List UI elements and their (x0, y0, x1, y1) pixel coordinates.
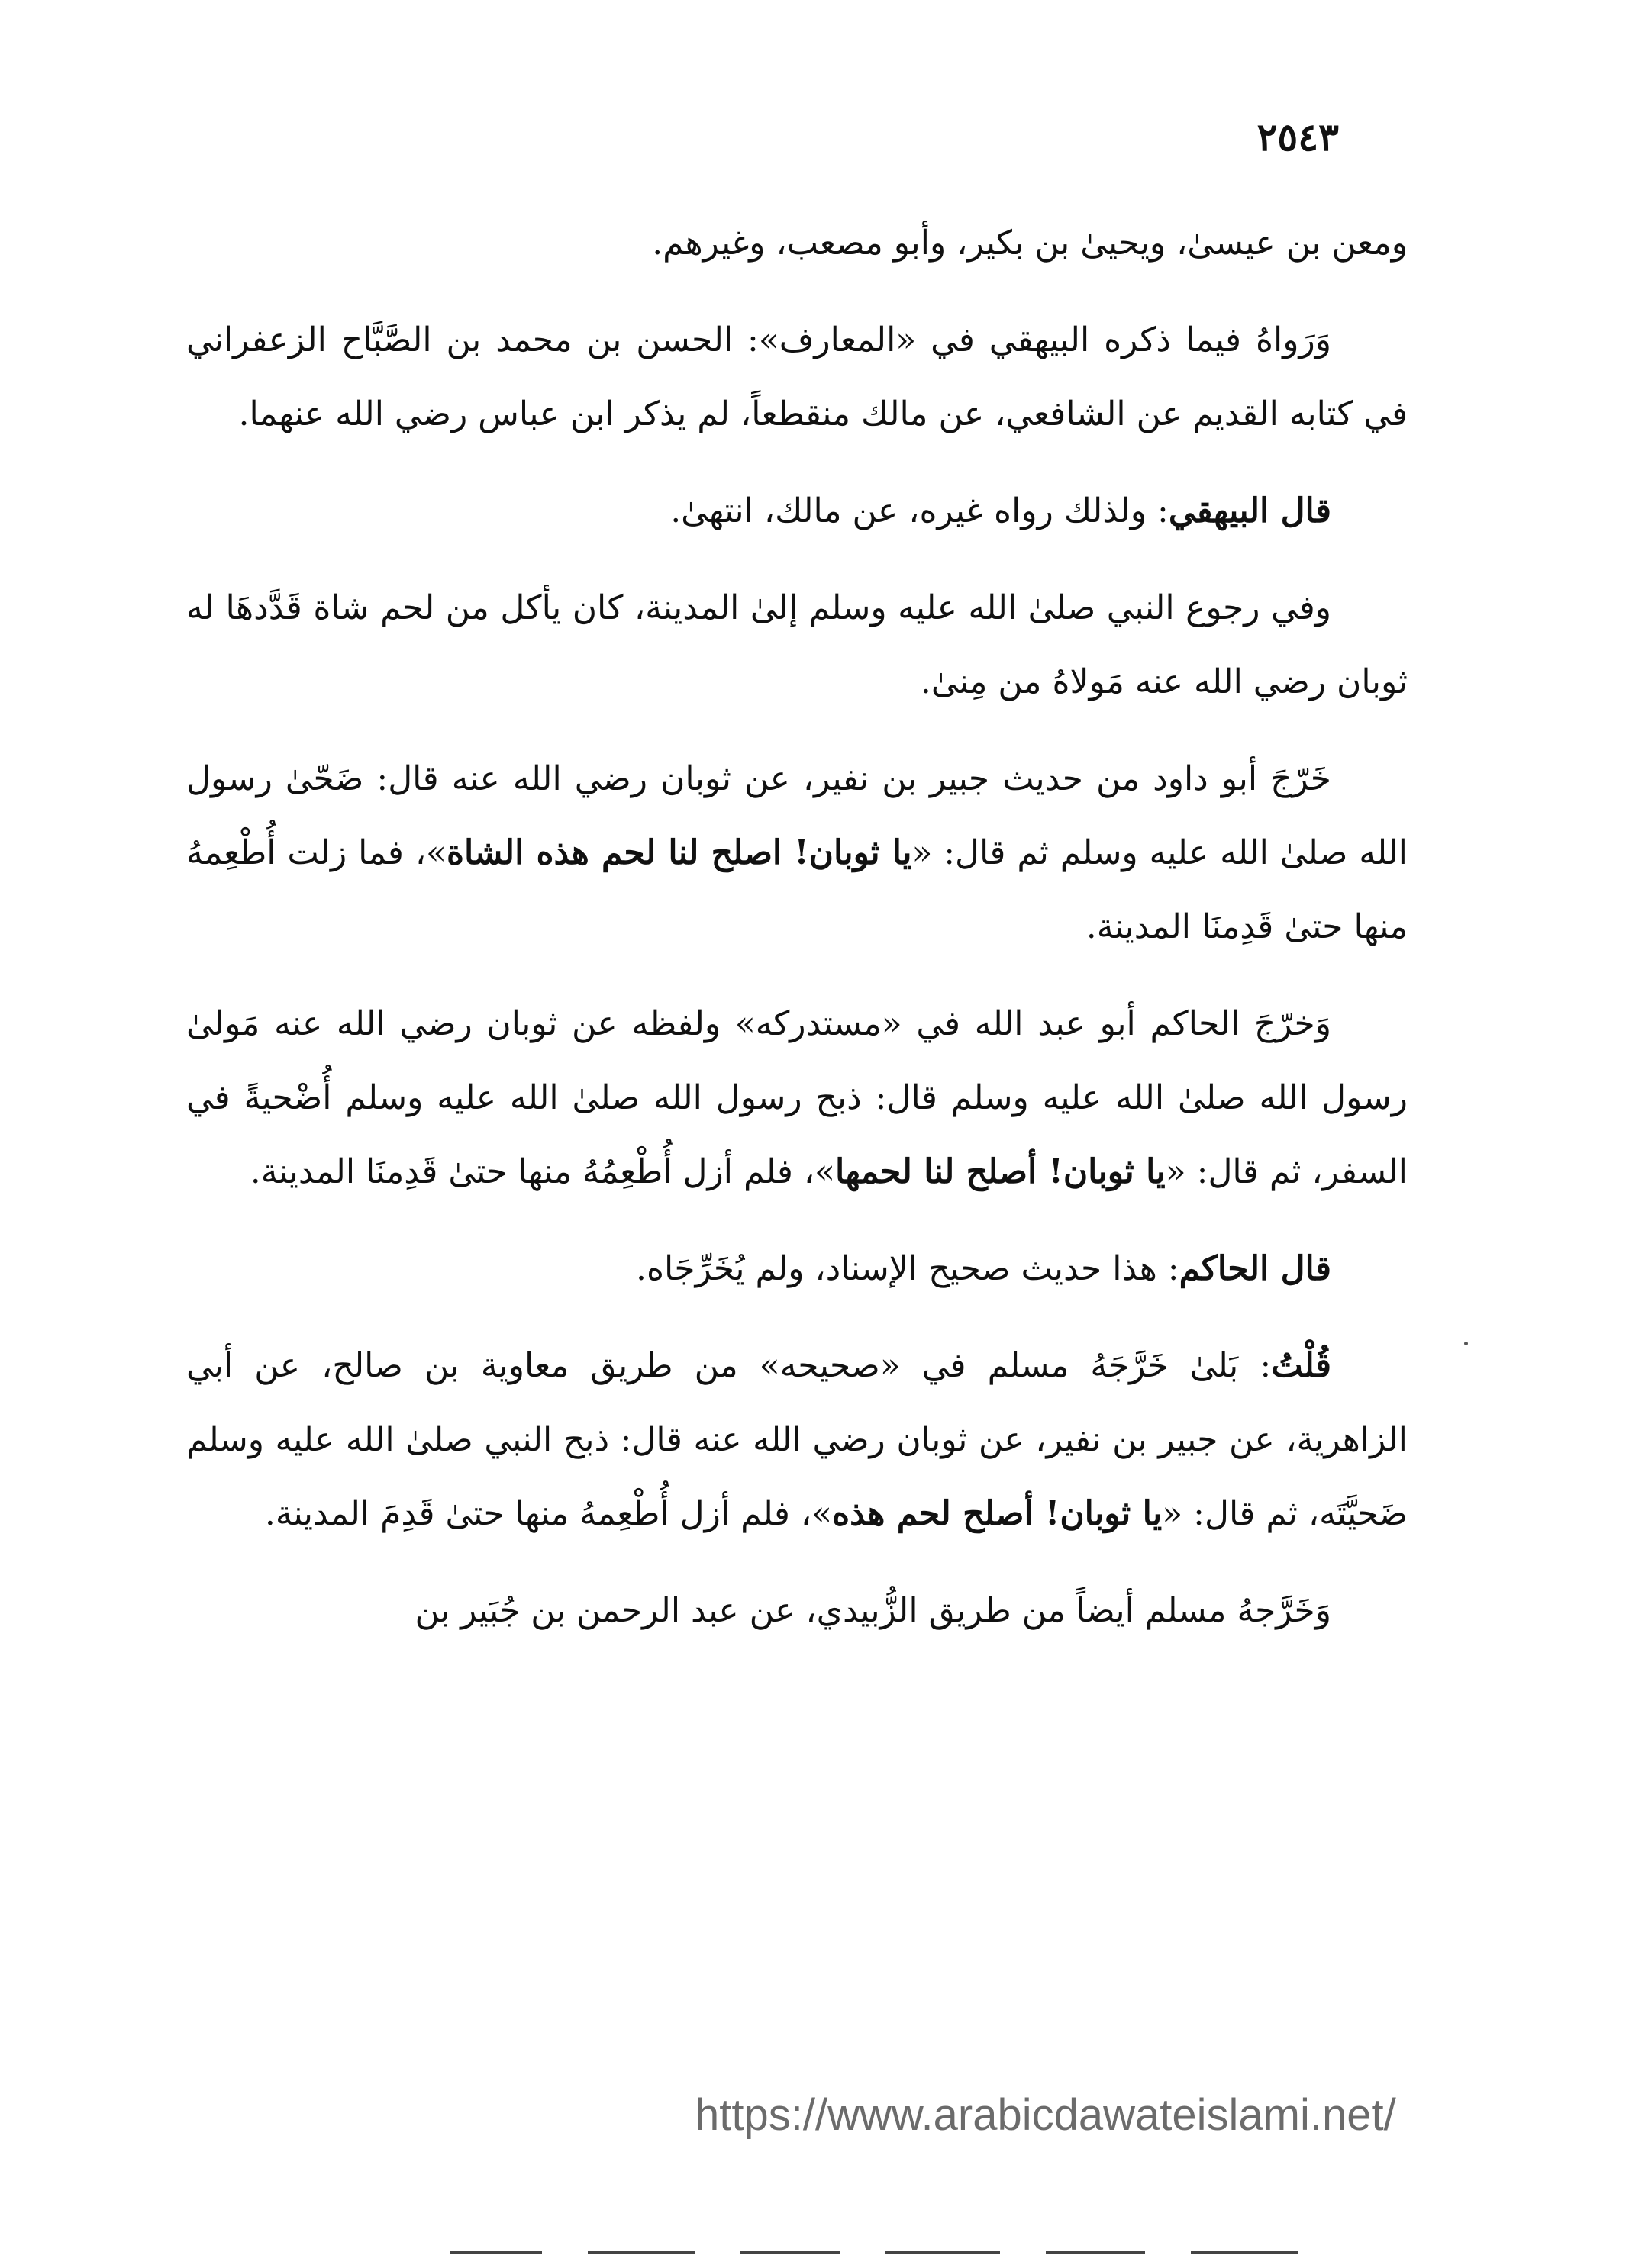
bold-run: قال البيهقي (1168, 491, 1331, 530)
paragraph (186, 303, 1408, 451)
paragraph (186, 571, 1408, 719)
text-run: وَرَواهُ فيما ذكره البيهقي في «المعارف»: الحسن بن محمد بن الصَّبَّاح الزعفراني في كتابه القديم عن الشافعي، عن مالك منقطعاً، لم يذكر ابن عباس رضي الله عنهما. (186, 321, 1408, 433)
text-run: ومعن بن عيسىٰ، ويحيىٰ بن بكير، وأبو مصعب، وغيرهم. (652, 224, 1408, 263)
paragraph (186, 1232, 1408, 1306)
text-run: وفي رجوع النبي صلىٰ الله عليه وسلم إلىٰ المدينة، كان يأكل من لحم شاة قَدَّدهَا له ثوبان رضي الله عنه مَولاهُ من مِنىٰ. (186, 588, 1408, 701)
page-number: ٢٥٤٣ (1256, 114, 1339, 159)
bold-run: قال الحاكم (1179, 1249, 1331, 1288)
scan-speck (1464, 1342, 1468, 1345)
bold-run: قُلْتُ (1271, 1346, 1331, 1385)
text-run: : ولذلك رواه غيره، عن مالك، انتهىٰ. (670, 491, 1169, 530)
paragraph (186, 742, 1408, 964)
text-run: »، فلم أزل أُطْعِمهُ منها حتىٰ قَدِمَ المدينة. (264, 1494, 833, 1533)
text-body (186, 206, 1408, 1670)
paragraph (186, 206, 1408, 280)
paragraph (186, 1329, 1408, 1551)
text-run: وَخرّجَ الحاكم أبو عبد الله في «مستدركه» ولفظه عن ثوبان رضي الله عنه مَولىٰ رسول الله صلىٰ الله عليه وسلم قال: ذبح رسول الله صلىٰ الله عليه وسلم أُضْحيةً في السفر، ثم قال: « (186, 1004, 1408, 1191)
paragraph (186, 1574, 1408, 1648)
text-run: »، فلم أزل أُطْعِمُهُ منها حتىٰ قَدِمنَا المدينة. (250, 1152, 835, 1191)
text-run: : هذا حديث صحيح الإسناد، ولم يُخَرِّجَاه. (635, 1249, 1179, 1288)
text-run: : بَلىٰ خَرَّجَهُ مسلم في «صحيحه» من طريق معاوية بن صالح، عن أبي الزاهرية، عن جبير بن نفير، عن ثوبان رضي الله عنه قال: ذبح النبي صلىٰ الله عليه وسلم ضَحيَّتَه، ثم قال: « (186, 1346, 1408, 1533)
watermark-url[interactable]: https://www.arabicdawateislami.net/ (695, 2090, 1396, 2140)
bold-run: يا ثوبان! اصلح لنا لحم هذه الشاة (446, 833, 912, 872)
bottom-rule-marks (450, 2251, 1366, 2259)
bold-run: يا ثوبان! أصلح لحم هذه (832, 1494, 1163, 1533)
paragraph (186, 474, 1408, 548)
text-run: »، فما زلت أُطْعِمهُ منها حتىٰ قَدِمنَا المدينة. (186, 833, 1408, 946)
text-run: خَرّجَ أبو داود من حديث جبير بن نفير، عن ثوبان رضي الله عنه قال: ضَحّىٰ رسول الله صلىٰ الله عليه وسلم ثم قال: « (186, 759, 1408, 872)
text-run: وَخَرَّجهُ مسلم أيضاً من طريق الزُّبيدي، عن عبد الرحمن بن جُبَير بن (415, 1591, 1331, 1630)
paragraph (186, 987, 1408, 1209)
bold-run: يا ثوبان! أصلح لنا لحمها (834, 1152, 1166, 1191)
